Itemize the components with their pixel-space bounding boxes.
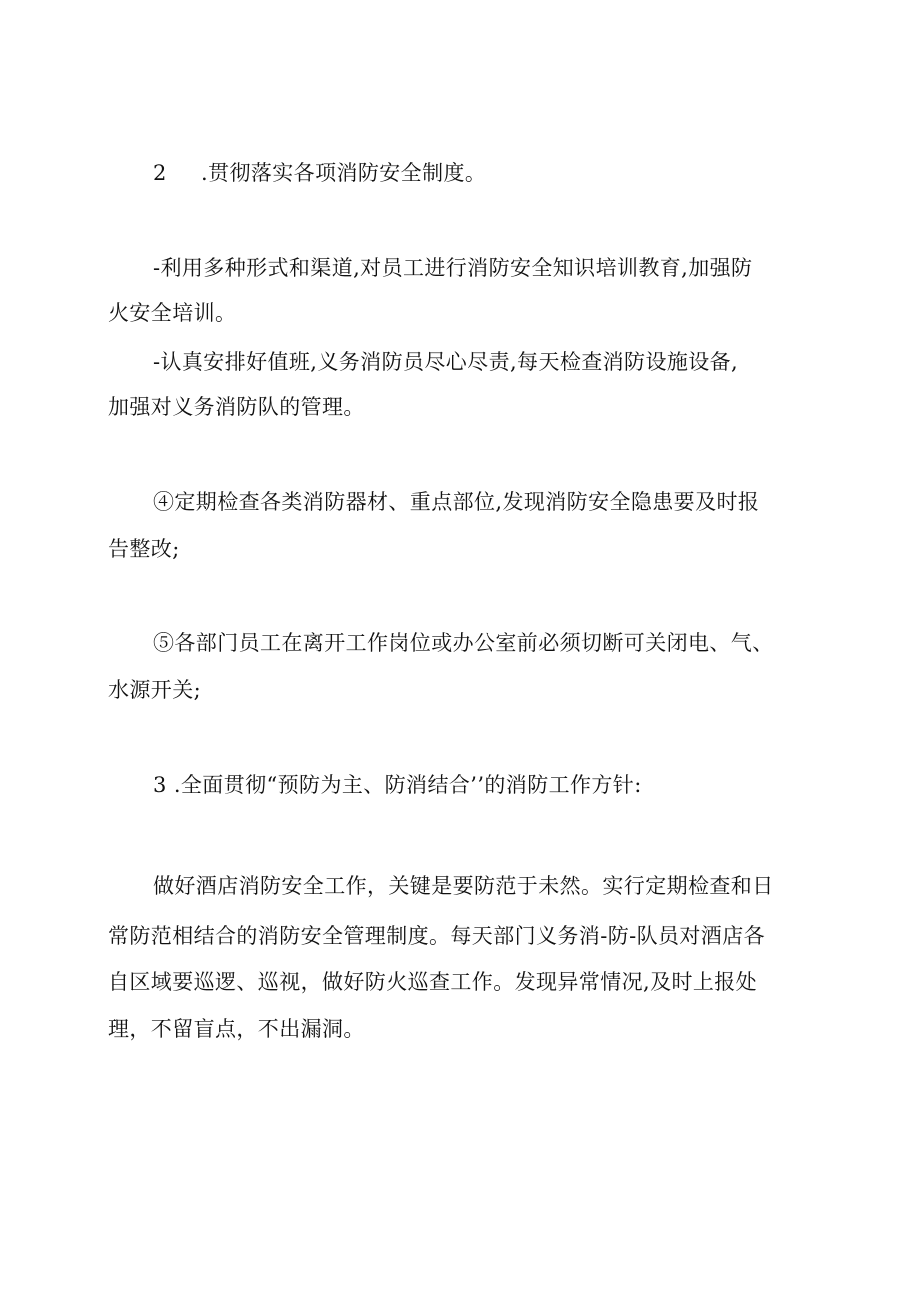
- bullet-2-line-1: -认真安排好值班,义务消防员尽心尽责,每天检查消防设施设备,: [153, 350, 739, 374]
- item-5-line-1: ⑤各部门员工在离开工作岗位或办公室前必须切断可关闭电、气、: [153, 631, 774, 655]
- item-2-heading: [153, 158, 873, 188]
- bullet-1-line-2: 火安全培训。: [108, 301, 237, 325]
- item-4-line-2: 告整改;: [108, 537, 180, 561]
- item-2-text: .贯彻落实各项消防安全制度。: [201, 161, 487, 185]
- item-2-number: 2: [153, 161, 167, 185]
- paragraph-line-3: 自区域要巡逻、巡视，做好防火巡查工作。发现异常情况,及时上报处: [108, 970, 758, 994]
- bullet-2-line-2: 加强对义务消防队的管理。: [108, 395, 365, 419]
- item-4-line-1: ④定期检查各类消防器材、重点部位,发现消防安全隐患要及时报: [153, 490, 760, 514]
- item-5-line-2: 水源开关;: [108, 678, 202, 702]
- item-3-heading: 3 .全面贯彻“预防为主、防消结合’’的消防工作方针:: [153, 773, 642, 797]
- paragraph-line-1: 做好酒店消防安全工作，关键是要防范于未然。实行定期检查和日: [153, 874, 774, 898]
- paragraph-line-4: 理，不留盲点，不出漏洞。: [108, 1017, 365, 1041]
- bullet-1-line-1: -利用多种形式和渠道,对员工进行消防安全知识培训教育,加强防: [153, 256, 753, 280]
- paragraph-line-2: 常防范相结合的消防安全管理制度。每天部门义务消-防-队员对酒店各: [108, 924, 765, 948]
